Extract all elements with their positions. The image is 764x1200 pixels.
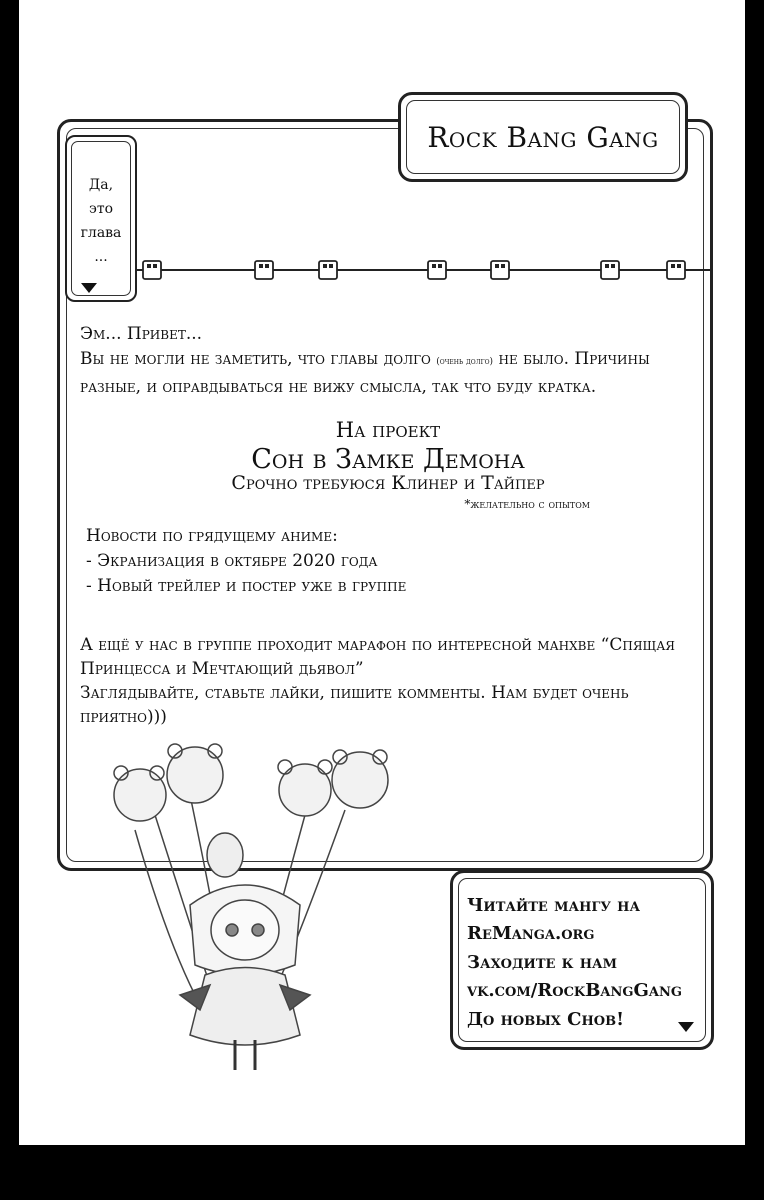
- arrow-down-icon: [81, 283, 97, 293]
- info-box: [450, 870, 714, 1050]
- intro-line-1: Эм... Привет...: [80, 324, 203, 344]
- title-box: [398, 92, 688, 182]
- marathon-text: А ещё у нас в группе проходит марафон по интересной манхве “Спящая Принцесса и Мечтающий дьявол” Заглядывайте, ставьте лайки, пишите комменты. Нам будет очень приятно))): [80, 635, 675, 727]
- side-note-text: Да, это глава ...: [80, 177, 122, 265]
- intro-line-2: Вы не могли не заметить, что главы долго (очень долго) не было. Причины: [80, 349, 650, 369]
- remanga-link[interactable]: ReManga.org: [467, 923, 595, 944]
- info-visit-label: Заходите к нам: [467, 952, 618, 973]
- arrow-down-icon: [678, 1022, 694, 1032]
- intro-line-3: разные, и оправдываться не вижу смысла, так что буду кратка.: [80, 377, 597, 397]
- project-label: На проект: [335, 418, 441, 442]
- vk-link[interactable]: vk.com/RockBangGang: [467, 980, 682, 1001]
- project-name: Сон в Замке Демона: [251, 444, 525, 475]
- side-note-box: [65, 135, 137, 302]
- chibi-illustration: [95, 735, 415, 1085]
- news-item: - Новый трейлер и постер уже в группе: [86, 576, 407, 596]
- news-item: - Экранизация в октябре 2020 года: [86, 551, 378, 571]
- intro-text: [80, 322, 700, 400]
- info-farewell: До новых Снов!: [467, 1009, 624, 1030]
- project-note: *желательно с опытом: [464, 497, 590, 511]
- news-block: [86, 524, 406, 599]
- news-header: Новости по грядущему аниме:: [86, 526, 338, 546]
- page-title: Rock Bang Gang: [427, 120, 659, 154]
- project-wanted: Срочно требуюся Клинер и Тайпер: [231, 472, 545, 494]
- info-read-label: Читайте мангу на: [467, 895, 641, 916]
